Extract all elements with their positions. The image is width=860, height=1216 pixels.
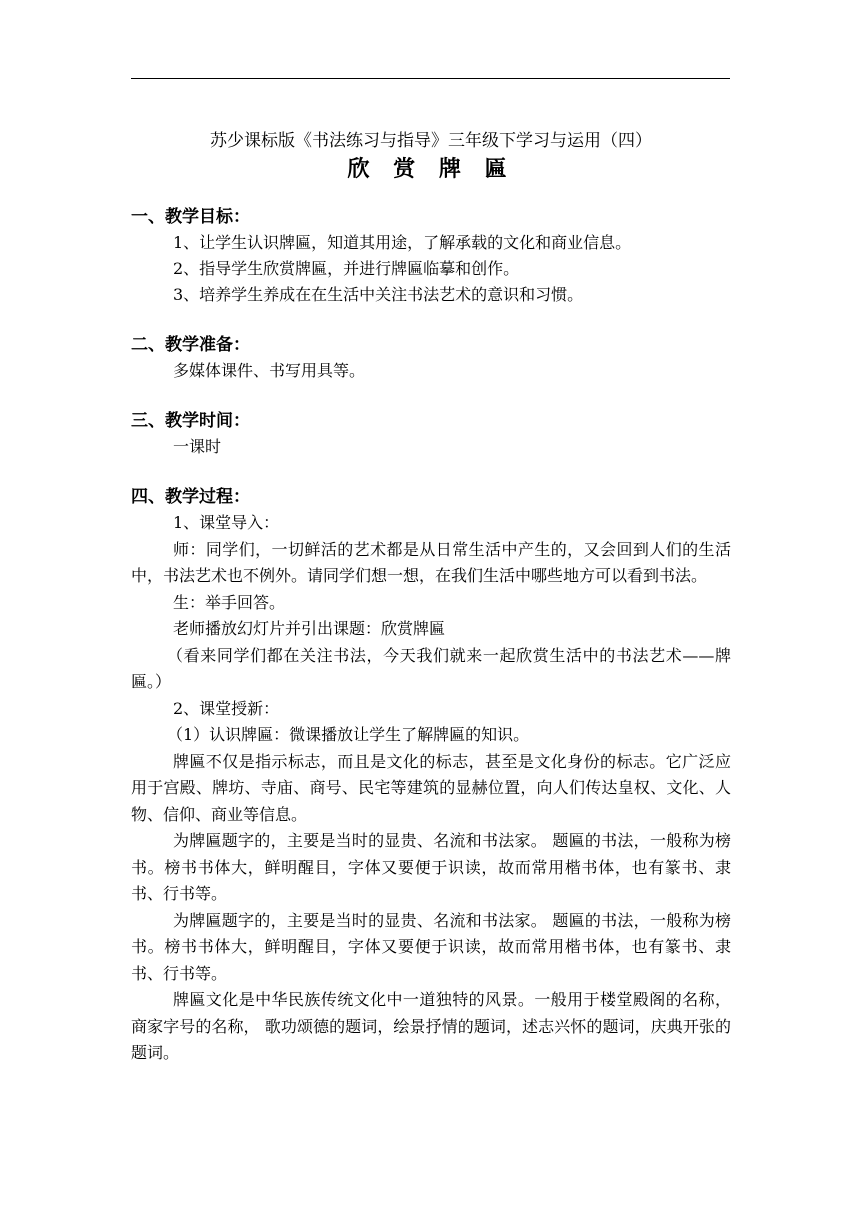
process-paragraph: 2、课堂授新：	[173, 698, 280, 718]
section-objectives	[131, 204, 731, 308]
section-time	[131, 408, 731, 460]
section-heading: 三、教学时间：	[131, 411, 250, 431]
section-heading: 二、教学准备：	[131, 335, 250, 355]
section-heading: 四、教学过程：	[131, 487, 250, 507]
process-paragraph: （1）认识牌匾：微课播放让学生了解牌匾的知识。	[167, 725, 530, 744]
section-process	[131, 484, 731, 1067]
header-rule	[131, 78, 730, 79]
time-item: 一课时	[173, 437, 222, 456]
document-body	[131, 128, 731, 1091]
process-paragraph: （看来同学们都在关注书法，今天我们就来一起欣赏生活中的书法艺术——牌匾。）	[131, 645, 731, 691]
process-paragraph: 老师播放幻灯片并引出课题：欣赏牌匾	[173, 619, 446, 638]
process-paragraph: 1、课堂导入：	[173, 513, 280, 532]
process-paragraph: 牌匾文化是中华民族传统文化中一道独特的风景。一般用于楼堂殿阁的名称，商家字号的名称， 歌功颂德的题词，绘景抒情的题词，述志兴怀的题词，庆典开张的题词。	[131, 990, 731, 1062]
document-title: 欣 赏 牌 匾	[347, 157, 515, 182]
process-paragraph: 生：举手回答。	[173, 592, 286, 612]
objective-item: 3、培养学生养成在在生活中关注书法艺术的意识和习惯。	[173, 285, 584, 304]
document-subtitle: 苏少课标版《书法练习与指导》三年级下学习与运用（四）	[210, 131, 652, 151]
objective-item: 2、指导学生欣赏牌匾，并进行牌匾临摹和创作。	[173, 259, 520, 278]
process-paragraph: 师：同学们，一切鲜活的艺术都是从日常生活中产生的，又会回到人们的生活中，书法艺术也不例外。请同学们想一想，在我们生活中哪些地方可以看到书法。	[131, 539, 731, 585]
section-preparation	[131, 332, 731, 384]
objective-item: 1、让学生认识牌匾，知道其用途，了解承载的文化和商业信息。	[173, 233, 632, 252]
process-paragraph: 为牌匾题字的，主要是当时的显贵、名流和书法家。 题匾的书法，一般称为榜书。榜书书体大，鲜明醒目，字体又要便于识读，故而常用楷书体，也有篆书、隶书、行书等。	[131, 831, 731, 903]
section-heading: 一、教学目标：	[131, 207, 250, 227]
preparation-item: 多媒体课件、书写用具等。	[173, 361, 366, 380]
process-paragraph: 牌匾不仅是指示标志，而且是文化的标志，甚至是文化身份的标志。它广泛应用于宫殿、牌坊、寺庙、商号、民宅等建筑的显赫位置，向人们传达皇权、文化、人物、信仰、商业等信息。	[131, 751, 731, 824]
process-paragraph: 为牌匾题字的，主要是当时的显贵、名流和书法家。 题匾的书法，一般称为榜书。榜书书体大，鲜明醒目，字体又要便于识读，故而常用楷书体，也有篆书、隶书、行书等。	[131, 910, 731, 983]
